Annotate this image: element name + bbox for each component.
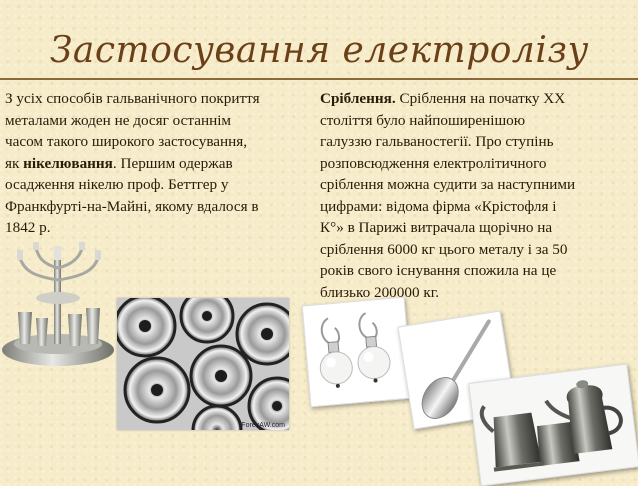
nickel-plating-paragraph [5,88,309,239]
text-segment: галуззю гальваностегії. Про ступінь [320,133,554,150]
text-segment: осадження нікелю проф. Беттгер у [5,176,229,193]
text-line [320,260,630,282]
text-segment: часом такого широкого застосування, [5,133,248,150]
text-segment: З усіх способів гальванічного покриття [5,90,260,107]
text-segment: . Першим одержав [112,154,233,172]
text-line [5,174,309,196]
text-segment: як [5,154,24,172]
text-segment: розповсюдження електролітичного [320,154,547,172]
text-line [320,88,630,110]
bold-term: Сріблення. [320,90,396,107]
text-line [320,110,630,132]
text-line [320,239,630,261]
text-segment: століття було найпоширенішою [320,111,526,129]
slide-title: Застосування електролізу [50,30,589,71]
text-line [5,131,309,153]
text-line [5,110,309,132]
text-segment: сріблення можна судити за наступними [320,176,576,193]
text-line [5,153,309,175]
text-line [320,153,630,175]
text-line [320,217,630,239]
text-line [5,196,309,218]
text-line [5,217,309,239]
text-segment: металами жоден не досяг останнім [5,111,232,129]
teapot-set-image [468,364,638,486]
silvering-paragraph [320,88,630,303]
text-segment: сріблення 6000 кг цього металу і за 50 [320,240,568,258]
text-segment: років свого існування спожила на це [320,262,557,279]
text-segment: цифрами: відома фірма «Крістофля і [320,197,557,215]
text-line [320,174,630,196]
chrome-wheels-image [117,298,289,430]
text-segment: 1842 р. [5,219,51,236]
text-segment: Франкфурті-на-Майні, якому вдалося в [5,197,259,215]
text-segment: Сріблення на початку XX [395,90,566,107]
bold-term: нікелювання [23,154,113,172]
title-divider [0,78,638,80]
candelabra-image [2,240,120,370]
text-line [320,196,630,218]
earrings-image [302,297,413,408]
text-line [320,131,630,153]
text-segment: К°» в Парижі витрачала щорічно на [320,219,553,236]
image-watermark: ForexAW.com [241,422,285,429]
text-segment: близько 200000 кг. [320,283,440,301]
text-line [5,88,309,110]
